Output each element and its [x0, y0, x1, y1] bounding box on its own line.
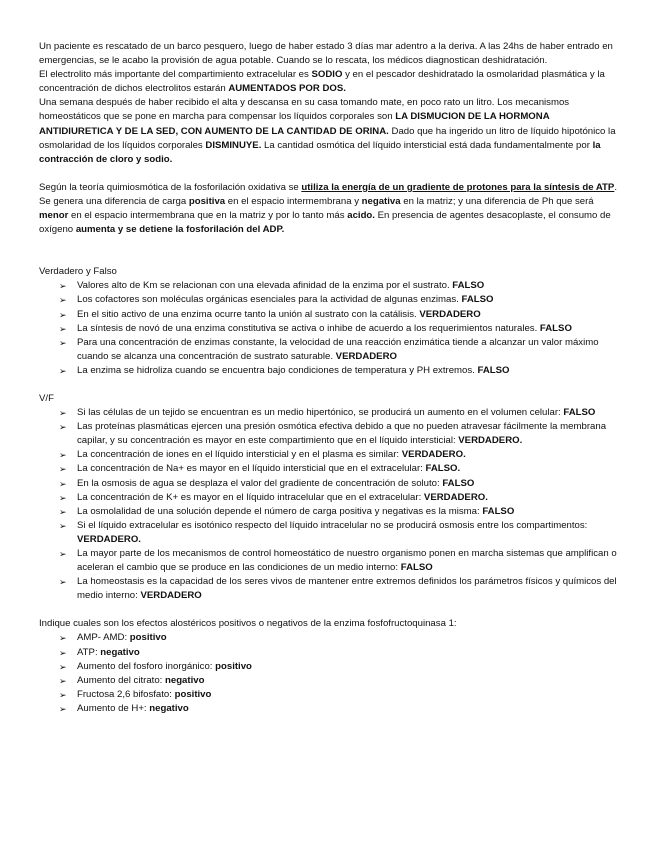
list-item [39, 293, 621, 307]
list-item [39, 308, 621, 322]
statement-text: La concentración de iones en el líquido intersticial y en el plasma es similar: [77, 449, 402, 461]
arrow-bullet-icon: ➢ [59, 309, 67, 320]
answer-label: FALSO [461, 294, 494, 306]
statement-text: La osmolalidad de una solución depende el número de carga positiva y negativas es la misma: [77, 505, 483, 517]
list-item [39, 336, 621, 364]
answer-label: VERDADERO [140, 590, 202, 602]
list-item [39, 491, 621, 505]
list-item [39, 688, 621, 702]
answer-menor: menor [39, 210, 69, 222]
arrow-bullet-icon: ➢ [59, 703, 67, 714]
statement-text: Aumento del citrato: [77, 674, 165, 686]
list-item [39, 406, 621, 420]
list-item [39, 646, 621, 660]
answer-fosforilacion: aumenta y se detiene la fosforilación del ADP. [75, 224, 285, 236]
answer-label: FALSO [442, 477, 475, 489]
statement-text: La concentración de K+ es mayor en el líquido intracelular que en el extracelular: [77, 491, 424, 503]
answer-label: positivo [174, 688, 212, 700]
list-item [39, 519, 621, 547]
list-item [39, 547, 621, 575]
arrow-bullet-icon: ➢ [59, 633, 67, 644]
arrow-bullet-icon: ➢ [59, 478, 67, 489]
chemiosmotic-paragraph: Según la teoría quimiosmótica de la fosforilación oxidativa se utiliza la energía de un gradiente de protones para la síntesis de ATP. Se genera una diferencia de carga positiva en el espacio intermembrana y negativa en la matriz; y una diferencia de Ph que será menor en el espacio intermembrana que en la matriz y por lo tanto más acido. En presencia de agentes desacoplaste, el consumo de oxígeno aumenta y se detiene la fosforilación del ADP. [39, 181, 617, 236]
answer-positiva: positiva [188, 195, 226, 207]
electrolyte-paragraph: El electrolito más importante del compartimiento extracelular es SODIO y en el pescador deshidratado la osmolaridad plasmática y la concentración de dichos electrolitos estarán AUMENTADOS POR DOS. [39, 69, 605, 95]
arrow-bullet-icon: ➢ [59, 661, 67, 672]
answer-sodio: SODIO [311, 69, 343, 81]
answer-label: VERDADERO. [401, 449, 466, 461]
vf2-list [39, 406, 621, 603]
arrow-bullet-icon: ➢ [59, 365, 67, 376]
arrow-bullet-icon: ➢ [59, 422, 67, 433]
arrow-bullet-icon: ➢ [59, 675, 67, 686]
homeostasis-paragraph: Una semana después de haber recibido el alta y descansa en su casa tomando mate, en poco rato un litro. Los mecanismos homeostáticos que se pone en marcha para compensar los líquidos corporales son LA DISMUCION DE LA HORMONA ANTIDIURETICA Y DE LA SED, CON AUMENTO DE LA CANTIDAD DE ORINA. Dado que ha ingerido un litro de líquido hipotónico la osmolaridad de los líquidos corporales DISMINUYE. La cantidad osmótica del líquido intersticial está dada fundamentalmente por la contracción de cloro y sodio. [39, 97, 616, 165]
list-item [39, 448, 621, 462]
answer-label: FALSO [539, 322, 572, 334]
statement-text: Si las células de un tejido se encuentran es un medio hipertónico, se producirá un aumento en el volumen celular: [77, 407, 564, 419]
answer-negativa: negativa [361, 195, 401, 207]
list-item [39, 364, 621, 378]
answer-label: VERDADERO [335, 350, 397, 362]
statement-text: Aumento de H+: [77, 702, 150, 714]
statement-text: Aumento del fosforo inorgánico: [77, 660, 216, 672]
arrow-bullet-icon: ➢ [59, 281, 67, 292]
answer-label: negativo [100, 646, 140, 658]
answer-label: VERDADERO. [458, 435, 523, 447]
statement-text: Las proteínas plasmáticas ejercen una presión osmótica efectiva debido a que no pueden atravesar fácilmente la membrana capilar, y su concentración es mayor en este compartimiento que en el líquido intersticial: [77, 421, 607, 447]
answer-label: FALSO [482, 505, 515, 517]
answer-label: VERDADERO. [423, 491, 488, 503]
arrow-bullet-icon: ➢ [59, 577, 67, 588]
list-item [39, 462, 621, 476]
statement-text: En el sitio activo de una enzima ocurre tanto la unión al sustrato con la catálisis. [77, 308, 420, 320]
answer-disminuye: DISMINUYE. [205, 139, 262, 151]
vf1-list [39, 279, 621, 378]
list-item [39, 420, 621, 448]
statement-text: Si el líquido extracelular es isotónico respecto del líquido intracelular no se producirá osmosis entre los compartimentos: [77, 519, 588, 531]
arrow-bullet-icon: ➢ [59, 520, 67, 531]
answer-aumentados: AUMENTADOS POR DOS. [228, 83, 346, 95]
statement-text: La enzima se hidroliza cuando se encuentra bajo condiciones de temperatura y PH extremos. [77, 364, 478, 376]
answer-label: positivo [129, 632, 167, 644]
answer-label: FALSO [477, 364, 510, 376]
vf1-heading: Verdadero y Falso [39, 266, 117, 278]
statement-text: Valores alto de Km se relacionan con una elevada afinidad de la enzima por el sustrato. [77, 280, 453, 292]
answer-adh: LA DISMUCION DE LA HORMONA ANTIDIURETICA Y DE LA SED, CON AUMENTO DE LA CANTIDAD DE ORINA. [39, 111, 550, 137]
arrow-bullet-icon: ➢ [59, 492, 67, 503]
arrow-bullet-icon: ➢ [59, 647, 67, 658]
answer-label: negativo [149, 702, 189, 714]
arrow-bullet-icon: ➢ [59, 408, 67, 419]
arrow-bullet-icon: ➢ [59, 295, 67, 306]
statement-text: La concentración de Na+ es mayor en el líquido intersticial que en el extracelular: [77, 463, 426, 475]
answer-label: VERDADERO [419, 308, 481, 320]
answer-label: FALSO [400, 562, 433, 574]
answer-label: VERDADERO. [77, 533, 141, 545]
arrow-bullet-icon: ➢ [59, 464, 67, 475]
arrow-bullet-icon: ➢ [59, 506, 67, 517]
arrow-bullet-icon: ➢ [59, 337, 67, 348]
list-item [39, 702, 621, 716]
list-item [39, 575, 621, 603]
statement-text: AMP- AMD: [77, 632, 130, 644]
pfk-heading: Indique cuales son los efectos alostéricos positivos o negativos de la enzima fosfofructoquinasa 1: [39, 618, 457, 630]
list-item [39, 322, 621, 336]
vf2-heading: V/F [39, 392, 54, 404]
statement-text: Para una concentración de enzimas constante, la velocidad de una reacción enzimática tiende a alcanzar un valor máximo cuando se alcanza una concentración de sustrato saturable. [77, 336, 599, 362]
arrow-bullet-icon: ➢ [59, 450, 67, 461]
case-intro-paragraph: Un paciente es rescatado de un barco pesquero, luego de haber estado 3 días mar adentro a la deriva. A las 24hs de haber entrado en emergencias, se le acabo la provisión de agua potable. Cuando se lo rescata, los médicos diagnostican deshidratación. [39, 41, 613, 67]
statement-text: La homeostasis es la capacidad de los seres vivos de mantener entre extremos definidos los parámetros físicos y químicos del medio interno: [77, 576, 617, 602]
pfk-list [39, 631, 621, 716]
arrow-bullet-icon: ➢ [59, 323, 67, 334]
answer-label: negativo [165, 674, 205, 686]
answer-acido: acido. [347, 210, 375, 222]
answer-label: FALSO [452, 280, 485, 292]
arrow-bullet-icon: ➢ [59, 689, 67, 700]
answer-gradiente: utiliza la energía de un gradiente de protones para la síntesis de ATP [301, 181, 615, 193]
list-item [39, 505, 621, 519]
statement-text: Fructosa 2,6 bifosfato: [77, 688, 175, 700]
document-page [39, 40, 621, 716]
statement-text: ATP: [77, 646, 101, 658]
answer-label: FALSO [563, 407, 596, 419]
answer-label: FALSO. [425, 463, 461, 475]
statement-text: La síntesis de novó de una enzima constitutiva se activa o inhibe de acuerdo a los requerimientos naturales. [77, 322, 540, 334]
statement-text: La mayor parte de los mecanismos de control homeostático de nuestro organismo ponen en marcha sistemas que amplifican o aceleran el cambio que se produce en las condiciones de un medio interno: [77, 548, 617, 574]
answer-label: positivo [215, 660, 252, 672]
list-item [39, 631, 621, 645]
list-item [39, 660, 621, 674]
statement-text: Los cofactores son moléculas orgánicas esenciales para la actividad de algunas enzimas. [77, 294, 462, 306]
statement-text: En la osmosis de agua se desplaza el valor del gradiente de concentración de soluto: [77, 477, 443, 489]
list-item [39, 279, 621, 293]
list-item [39, 674, 621, 688]
arrow-bullet-icon: ➢ [59, 549, 67, 559]
list-item [39, 477, 621, 491]
answer-cloro-sodio: la contracción de cloro y sodio. [39, 139, 601, 165]
